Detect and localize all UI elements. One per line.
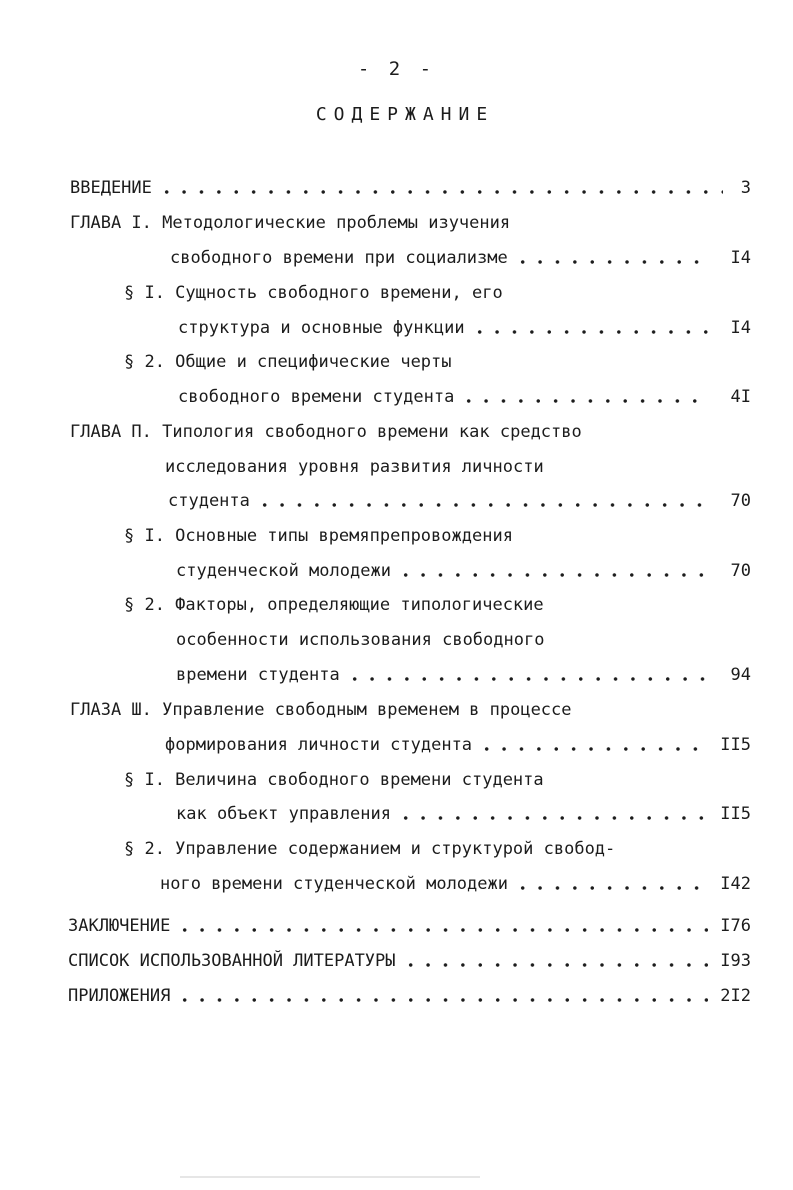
- toc-section-1-2: [124, 347, 452, 377]
- toc-chapter-3: [70, 695, 572, 725]
- toc-entry-text: § 2. Управление содержанием и структурой свобод-: [124, 839, 616, 859]
- toc-page-number: I93: [720, 951, 751, 971]
- toc-entry-text: ПРИЛОЖЕНИЯ: [68, 986, 171, 1006]
- toc-page-number: 4I: [730, 387, 751, 407]
- toc-entry-text: § I. Сущность свободного времени, его: [124, 283, 503, 303]
- toc-page-number: II5: [720, 804, 751, 824]
- dot-leader: [514, 886, 708, 890]
- toc-entry-text: структура и основные функции: [178, 318, 465, 338]
- toc-section-2-1-cont: [176, 556, 708, 586]
- page-number: - 2 -: [357, 58, 436, 80]
- toc-entry-text: § I. Величина свободного времени студента: [124, 770, 544, 790]
- dot-leader: [471, 330, 708, 334]
- toc-entry-text: формирования личности студента: [165, 735, 473, 755]
- toc-page-number: 70: [730, 561, 751, 581]
- toc-entry-text: студенческой молодежи: [176, 561, 391, 581]
- toc-page-number: 2I2: [720, 986, 751, 1006]
- toc-section-3-1: [124, 765, 544, 795]
- bleed-through-mark: [180, 1176, 480, 1178]
- toc-entry-text: СПИСОК ИСПОЛЬЗОВАННОЙ ЛИТЕРАТУРЫ: [68, 951, 396, 971]
- toc-entry-text: ГЛАВА I. Методологические проблемы изучения: [70, 213, 511, 233]
- toc-page-number: 94: [730, 665, 751, 685]
- toc-entry-appendices: [68, 981, 708, 1011]
- toc-section-2-2-cont: [176, 625, 544, 655]
- page-title: СОДЕРЖАНИЕ: [315, 104, 495, 125]
- toc-entry-text: ного времени студенческой молодежи: [160, 874, 508, 894]
- toc-entry-text: ВВЕДЕНИЕ: [70, 178, 152, 198]
- toc-page-number: I4: [730, 248, 751, 268]
- dot-leader: [158, 190, 723, 194]
- dot-leader: [176, 998, 708, 1002]
- toc-entry-text: ГЛАЗА Ш. Управление свободным временем в процессе: [70, 700, 572, 720]
- dot-leader: [176, 928, 708, 932]
- toc-page-number: 3: [740, 178, 751, 198]
- toc-entry-text: свободного времени при социализме: [170, 248, 508, 268]
- toc-section-2-1: [124, 521, 513, 551]
- toc-entry-text: особенности использования свободного: [176, 630, 545, 650]
- dot-leader: [478, 747, 708, 751]
- dot-leader: [397, 816, 708, 820]
- toc-chapter-3-cont: [165, 730, 708, 760]
- toc-section-3-2: [124, 834, 615, 864]
- toc-entry-text: ГЛАВА П. Типология свободного времени как средство: [70, 422, 582, 442]
- dot-leader: [514, 260, 708, 264]
- toc-entry-bibliography: [68, 946, 708, 976]
- toc-entry-text: ЗАКЛЮЧЕНИЕ: [68, 916, 171, 936]
- toc-page-number: 70: [730, 491, 751, 511]
- toc-entry-text: исследования уровня развития личности: [165, 457, 544, 477]
- toc-entry-text: времени студента: [176, 665, 340, 685]
- dot-leader: [460, 399, 708, 403]
- toc-section-1-1-cont: [178, 313, 708, 343]
- toc-section-2-2-cont-2: [176, 660, 708, 690]
- toc-section-2-2: [124, 590, 544, 620]
- toc-chapter-2: [70, 417, 582, 447]
- toc-chapter-2-cont: [165, 452, 544, 482]
- toc-section-3-1-cont: [176, 799, 708, 829]
- toc-entry-text: § 2. Общие и специфические черты: [124, 352, 452, 372]
- toc-entry-text: § I. Основные типы времяпрепровождения: [124, 526, 513, 546]
- toc-section-1-1: [124, 278, 503, 308]
- dot-leader: [402, 963, 708, 967]
- dot-leader: [397, 573, 708, 577]
- toc-entry-text: студента: [168, 491, 250, 511]
- toc-entry-conclusion: [68, 911, 708, 941]
- toc-section-1-2-cont: [178, 382, 708, 412]
- toc-chapter-1-cont: [170, 243, 708, 273]
- toc-page-number: I4: [730, 318, 751, 338]
- dot-leader: [256, 503, 708, 507]
- toc-section-3-2-cont: [160, 869, 708, 899]
- toc-page-number: I42: [720, 874, 751, 894]
- toc-page-number: II5: [720, 735, 751, 755]
- toc-page-number: I76: [720, 916, 751, 936]
- toc-chapter-1: [70, 208, 510, 238]
- toc-chapter-2-cont-2: [168, 486, 708, 516]
- toc-entry-introduction: [70, 173, 723, 203]
- toc-entry-text: свободного времени студента: [178, 387, 455, 407]
- dot-leader: [346, 677, 708, 681]
- toc-entry-text: как объект управления: [176, 804, 391, 824]
- toc-entry-text: § 2. Факторы, определяющие типологические: [124, 595, 544, 615]
